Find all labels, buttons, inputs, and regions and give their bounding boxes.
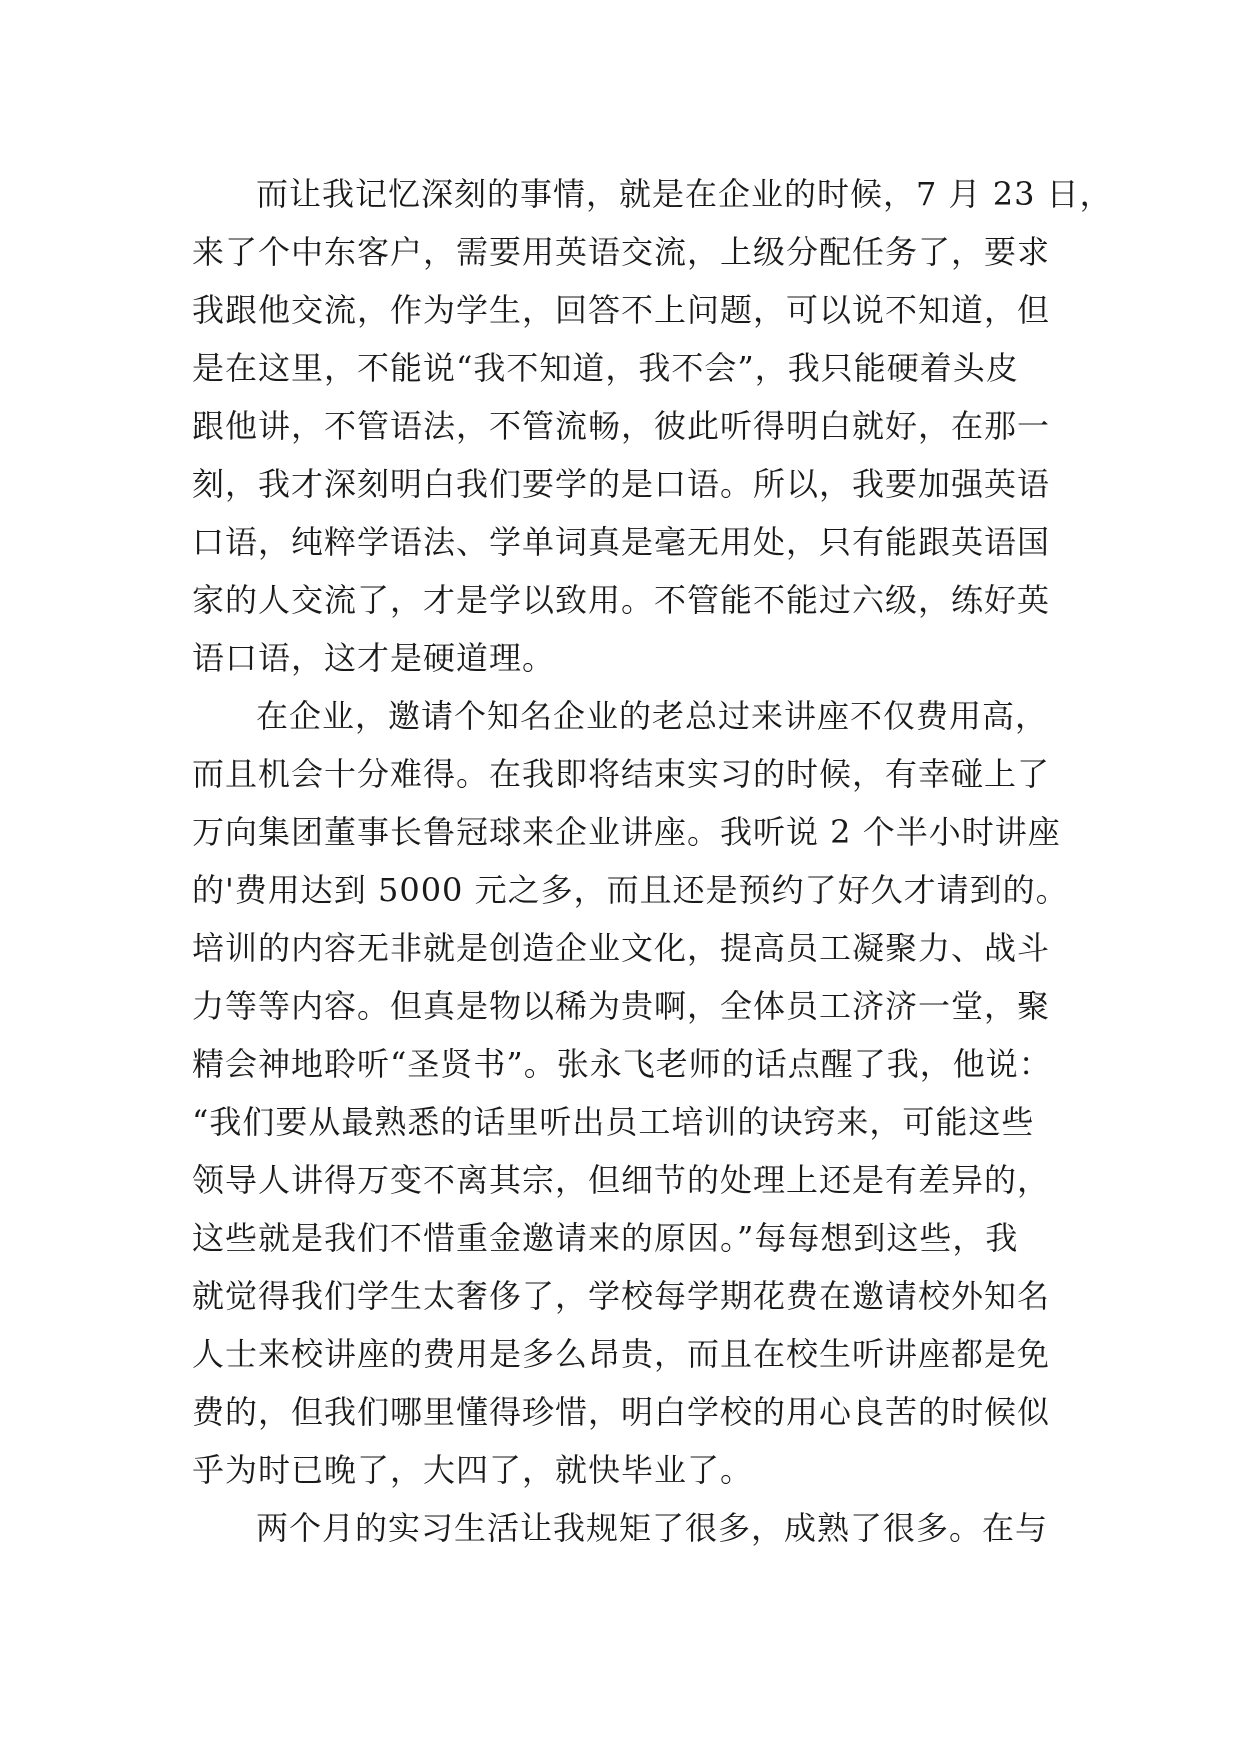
text-line: 跟他讲，不管语法，不管流畅，彼此听得明白就好，在那一 <box>192 407 1051 445</box>
text-line: 领导人讲得万变不离其宗，但细节的处理上还是有差异的， <box>192 1161 1051 1199</box>
text-line: 培训的内容无非就是创造企业文化，提高员工凝聚力、战斗 <box>192 929 1051 967</box>
text-line: 的'费用达到 5000 元之多，而且还是预约了好久才请到的。 <box>192 871 1069 909</box>
text-line: 费的，但我们哪里懂得珍惜，明白学校的用心良苦的时候似 <box>192 1393 1051 1431</box>
paragraph-english-speaking <box>192 165 1113 687</box>
text-line: 在企业，邀请个知名企业的老总过来讲座不仅费用高， <box>256 697 1049 735</box>
text-line: 口语，纯粹学语法、学单词真是毫无用处，只有能跟英语国 <box>192 523 1051 561</box>
paragraph-lecture <box>192 687 1072 1499</box>
text-line: 我跟他交流，作为学生，回答不上问题，可以说不知道，但 <box>192 291 1051 329</box>
text-line: 来了个中东客户，需要用英语交流，上级分配任务了，要求 <box>192 233 1051 271</box>
text-line: 而让我记忆深刻的事情，就是在企业的时候，7 月 23 日， <box>256 175 1113 213</box>
text-line: 万向集团董事长鲁冠球来企业讲座。我听说 2 个半小时讲座 <box>192 813 1061 851</box>
text-line: 而且机会十分难得。在我即将结束实习的时候，有幸碰上了 <box>192 755 1051 793</box>
text-line: 语口语，这才是硬道理。 <box>192 639 556 677</box>
text-line: 刻，我才深刻明白我们要学的是口语。所以，我要加强英语 <box>192 465 1051 503</box>
text-line: 就觉得我们学生太奢侈了，学校每学期花费在邀请校外知名 <box>192 1277 1051 1315</box>
text-line: 是在这里，不能说“我不知道，我不会”，我只能硬着头皮 <box>192 349 1019 387</box>
text-line: 人士来校讲座的费用是多么昂贵，而且在校生听讲座都是免 <box>192 1335 1051 1373</box>
text-line: 两个月的实习生活让我规矩了很多，成熟了很多。在与 <box>256 1509 1049 1547</box>
text-line: 乎为时已晚了，大四了，就快毕业了。 <box>192 1451 754 1489</box>
text-line: 这些就是我们不惜重金邀请来的原因。”每每想到这些，我 <box>192 1219 1019 1257</box>
text-line: 精会神地聆听“圣贤书”。张永飞老师的话点醒了我，他说： <box>192 1045 1052 1083</box>
text-line: “我们要从最熟悉的话里听出员工培训的诀窍来，可能这些 <box>192 1103 1035 1141</box>
text-line: 家的人交流了，才是学以致用。不管能不能过六级，练好英 <box>192 581 1051 619</box>
document-body <box>192 165 1113 1557</box>
paragraph-conclusion <box>192 1499 1072 1557</box>
text-line: 力等等内容。但真是物以稀为贵啊，全体员工济济一堂，聚 <box>192 987 1051 1025</box>
